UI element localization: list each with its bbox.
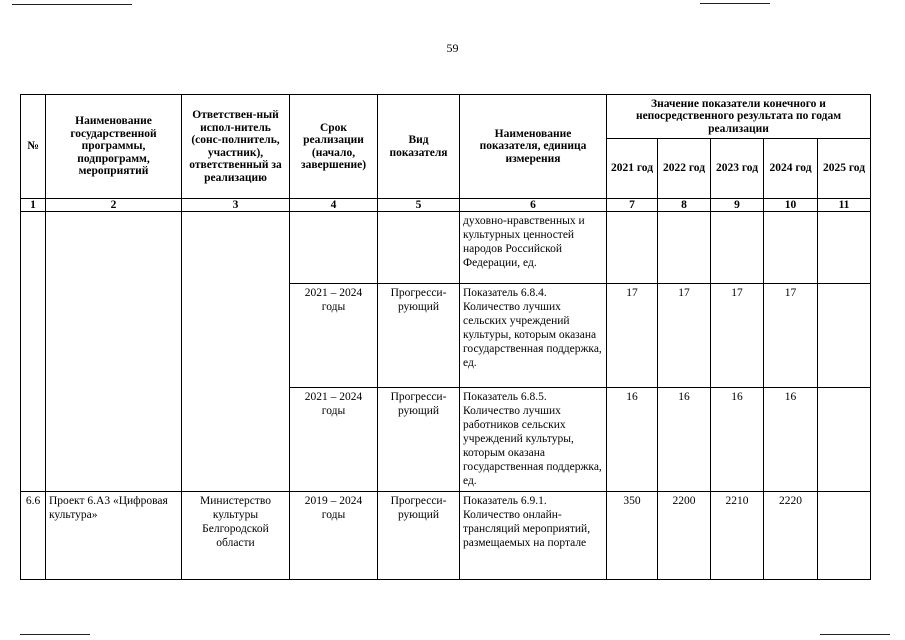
cell-no: 6.6: [21, 492, 46, 580]
column-number: 9: [711, 199, 764, 212]
cell-value-2023: 2210: [711, 492, 764, 580]
header-year-2024: 2024 год: [764, 139, 818, 199]
cell-value-2025: [818, 284, 871, 388]
cell-value-2024: 2220: [764, 492, 818, 580]
header-indicator-name: Наименование показателя, единица измерения: [460, 95, 607, 199]
cell-value-2023: [711, 212, 764, 284]
cell-indicator: Показатель 6.9.1. Количество онлайн-трансляций мероприятий, размещаемых на портале: [460, 492, 607, 580]
cell-value-2022: [658, 212, 711, 284]
cell-term: 2021 – 2024 годы: [290, 388, 378, 492]
cell-kind: Прогресси-рующий: [378, 492, 460, 580]
cell-value-2021: 16: [607, 388, 658, 492]
column-number: 11: [818, 199, 871, 212]
cell-program-name: [46, 212, 182, 492]
column-number: 3: [182, 199, 290, 212]
scan-edge-line: [12, 4, 132, 5]
cell-indicator: Показатель 6.8.4. Количество лучших сельских учреждений культуры, которым оказана государственная поддержка, ед.: [460, 284, 607, 388]
scan-edge-line: [700, 3, 770, 4]
cell-kind: Прогресси-рующий: [378, 388, 460, 492]
column-number: 2: [46, 199, 182, 212]
column-number: 7: [607, 199, 658, 212]
cell-value-2021: [607, 212, 658, 284]
cell-term: 2019 – 2024 годы: [290, 492, 378, 580]
header-values-group: Значение показатели конечного и непосредственного результата по годам реализации: [607, 95, 871, 139]
column-number: 8: [658, 199, 711, 212]
cell-term: 2021 – 2024 годы: [290, 284, 378, 388]
scan-edge-line: [820, 634, 890, 635]
cell-value-2022: 2200: [658, 492, 711, 580]
scan-edge-line: [20, 634, 90, 635]
column-number: 6: [460, 199, 607, 212]
cell-program-name: Проект 6.А3 «Цифровая культура»: [46, 492, 182, 580]
column-number: 1: [21, 199, 46, 212]
cell-kind: [378, 212, 460, 284]
cell-responsible: [182, 212, 290, 492]
cell-indicator: Показатель 6.8.5. Количество лучших работников сельских учреждений культуры, которым оказана государственная поддержка, ед.: [460, 388, 607, 492]
header-year-2023: 2023 год: [711, 139, 764, 199]
cell-value-2021: 350: [607, 492, 658, 580]
page-number: 59: [446, 41, 459, 55]
cell-value-2022: 16: [658, 388, 711, 492]
cell-kind: Прогресси-рующий: [378, 284, 460, 388]
header-responsible: Ответствен-ный испол-нитель (сонс-полнитель, участник), ответственный за реализацию: [182, 95, 290, 199]
cell-responsible: Министерство культуры Белгородской области: [182, 492, 290, 580]
header-program-name: Наименование государственной программы, подпрограмм, мероприятий: [46, 95, 182, 199]
cell-value-2024: 17: [764, 284, 818, 388]
cell-indicator: духовно-нравственных и культурных ценностей народов Российской Федерации, ед.: [460, 212, 607, 284]
header-indicator-kind: Вид показателя: [378, 95, 460, 199]
header-year-2025: 2025 год: [818, 139, 871, 199]
column-number: 10: [764, 199, 818, 212]
header-year-2021: 2021 год: [607, 139, 658, 199]
table-row: [21, 492, 871, 580]
indicators-table: [20, 94, 871, 580]
cell-value-2023: 16: [711, 388, 764, 492]
cell-value-2021: 17: [607, 284, 658, 388]
header-year-2022: 2022 год: [658, 139, 711, 199]
cell-no: [21, 212, 46, 492]
cell-value-2023: 17: [711, 284, 764, 388]
cell-value-2025: [818, 212, 871, 284]
cell-value-2022: 17: [658, 284, 711, 388]
cell-value-2024: [764, 212, 818, 284]
column-number: 4: [290, 199, 378, 212]
header-no: №: [21, 95, 46, 199]
cell-term: [290, 212, 378, 284]
header-term: Срок реализации (начало, завершение): [290, 95, 378, 199]
cell-value-2024: 16: [764, 388, 818, 492]
column-number: 5: [378, 199, 460, 212]
table-row: [21, 212, 871, 284]
cell-value-2025: [818, 388, 871, 492]
cell-value-2025: [818, 492, 871, 580]
